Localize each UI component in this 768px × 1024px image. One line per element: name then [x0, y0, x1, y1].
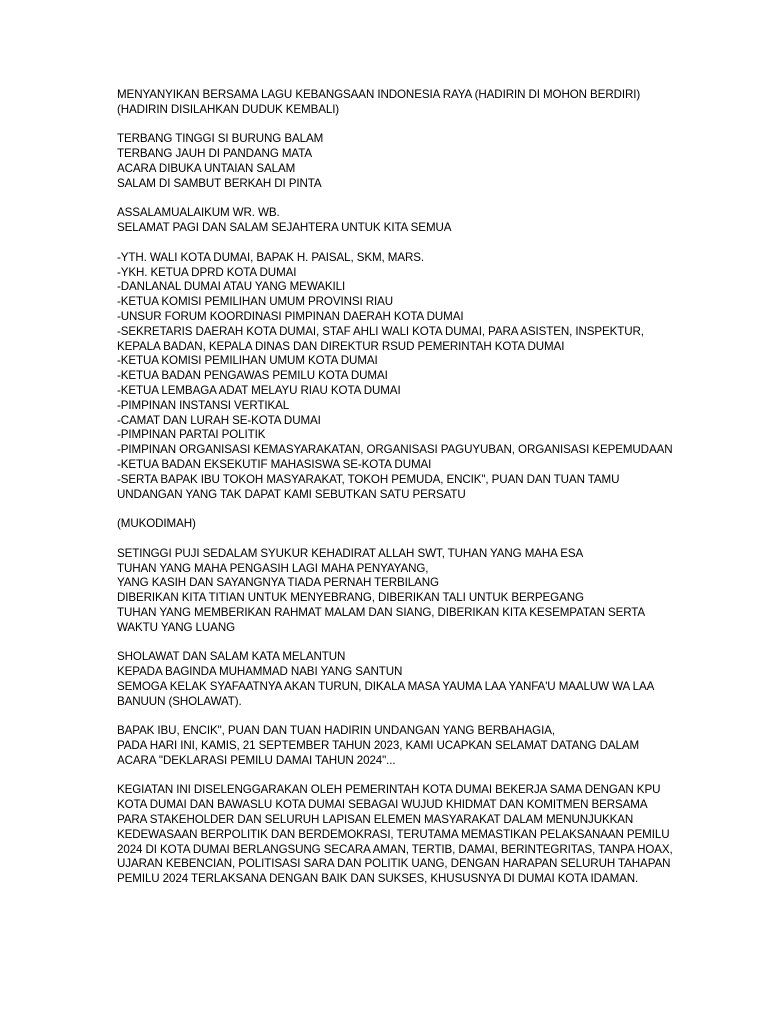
text-line: -SEKRETARIS DAERAH KOTA DUMAI, STAF AHLI WALI KOTA DUMAI, PARA ASISTEN, INSPEKTUR, — [117, 324, 644, 338]
text-line: -DANLANAL DUMAI ATAU YANG MEWAKILI — [117, 280, 346, 294]
text-line: PEMILU 2024 TERLAKSANA DENGAN BAIK DAN SUKSES, KHUSUSNYA DI DUMAI KOTA IDAMAN. — [117, 872, 639, 886]
text-line: KEDEWASAAN BERPOLITIK DAN BERDEMOKRASI, TERUTAMA MEMASTIKAN PELAKSANAAN PEMILU — [117, 827, 670, 841]
text-line: 2024 DI KOTA DUMAI BERLANGSUNG SECARA AMAN, TERTIB, DAMAI, BERINTEGRITAS, TANPA HOAX, — [117, 842, 673, 856]
text-line: UNDANGAN YANG TAK DAPAT KAMI SEBUTKAN SATU PERSATU — [117, 487, 466, 501]
text-line: SELAMAT PAGI DAN SALAM SEJAHTERA UNTUK KITA SEMUA — [117, 221, 452, 235]
text-line: ACARA "DEKLARASI PEMILU DAMAI TAHUN 2024"... — [117, 753, 396, 767]
paragraph-gap — [117, 118, 757, 133]
text-line: KEPADA BAGINDA MUHAMMAD NABI YANG SANTUN — [117, 665, 403, 679]
text-line: MENYANYIKAN BERSAMA LAGU KEBANGSAAN INDONESIA RAYA (HADIRIN DI MOHON BERDIRI) — [117, 88, 641, 101]
text-line: -CAMAT DAN LURAH SE-KOTA DUMAI — [117, 413, 321, 427]
text-line: -PIMPINAN INSTANSI VERTIKAL — [117, 398, 290, 412]
text-line: -KETUA KOMISI PEMILIHAN UMUM PROVINSI RIAU — [117, 295, 394, 309]
text-line: -YTH. WALI KOTA DUMAI, BAPAK H. PAISAL, SKM, MARS. — [117, 250, 425, 264]
paragraph-gap — [117, 236, 757, 251]
text-line: BAPAK IBU, ENCIK", PUAN DAN TUAN HADIRIN UNDANGAN YANG BERBAHAGIA, — [117, 724, 555, 738]
paragraph-gap — [117, 635, 757, 650]
text-line: SETINGGI PUJI SEDALAM SYUKUR KEHADIRAT ALLAH SWT, TUHAN YANG MAHA ESA — [117, 546, 584, 560]
text-line: -UNSUR FORUM KOORDINASI PIMPINAN DAERAH KOTA DUMAI — [117, 309, 464, 323]
text-line: UJARAN KEBENCIAN, POLITISASI SARA DAN POLITIK UANG, DENGAN HARAPAN SELURUH TAHAPAN — [117, 857, 671, 871]
paragraph-gap — [117, 769, 757, 784]
text-line: -PIMPINAN PARTAI POLITIK — [117, 428, 266, 442]
text-line: SEMOGA KELAK SYAFAATNYA AKAN TURUN, DIKALA MASA YAUMA LAA YANFA'U MAALUW WA LAA — [117, 679, 655, 693]
text-line: BANUUN (SHOLAWAT). — [117, 694, 242, 708]
text-line: -SERTA BAPAK IBU TOKOH MASYARAKAT, TOKOH PEMUDA, ENCIK", PUAN DAN TUAN TAMU — [117, 472, 620, 486]
text-line: TERBANG TINGGI SI BURUNG BALAM — [117, 132, 324, 146]
paragraph-gap — [117, 709, 757, 724]
text-line: -PIMPINAN ORGANISASI KEMASYARAKATAN, ORGANISASI PAGUYUBAN, ORGANISASI KEPEMUDAAN — [117, 443, 673, 457]
text-line: (HADIRIN DISILAHKAN DUDUK KEMBALI) — [117, 102, 340, 116]
text-line: PARA STAKEHOLDER DAN SELURUH LAPISAN ELEMEN MASYARAKAT DALAM MENUNJUKKAN — [117, 813, 634, 827]
text-line: -KETUA LEMBAGA ADAT MELAYU RIAU KOTA DUMAI — [117, 383, 401, 397]
text-line: KOTA DUMAI DAN BAWASLU KOTA DUMAI SEBAGAI WUJUD KHIDMAT DAN KOMITMEN BERSAMA — [117, 798, 648, 812]
text-line: -KETUA BADAN PENGAWAS PEMILU KOTA DUMAI — [117, 369, 388, 383]
text-line: PADA HARI INI, KAMIS, 21 SEPTEMBER TAHUN 2023, KAMI UCAPKAN SELAMAT DATANG DALAM — [117, 739, 640, 753]
text-line: SHOLAWAT DAN SALAM KATA MELANTUN — [117, 650, 346, 664]
paragraph-gap — [117, 532, 757, 547]
text-line: -KETUA BADAN EKSEKUTIF MAHASISWA SE-KOTA DUMAI — [117, 457, 432, 471]
text-line: WAKTU YANG LUANG — [117, 620, 236, 634]
text-line: TUHAN YANG MAHA PENGASIH LAGI MAHA PENYAYANG, — [117, 561, 429, 575]
paragraph-gap — [117, 192, 757, 207]
text-line: YANG KASIH DAN SAYANGNYA TIADA PERNAH TERBILANG — [117, 576, 439, 590]
paragraph-gap — [117, 502, 757, 517]
text-line: ACARA DIBUKA UNTAIAN SALAM — [117, 161, 296, 175]
text-line: -KETUA KOMISI PEMILIHAN UMUM KOTA DUMAI — [117, 354, 378, 368]
text-line: KEPALA BADAN, KEPALA DINAS DAN DIREKTUR RSUD PEMERINTAH KOTA DUMAI — [117, 339, 565, 353]
text-line: TUHAN YANG MEMBERIKAN RAHMAT MALAM DAN SIANG, DIBERIKAN KITA KESEMPATAN SERTA — [117, 605, 646, 619]
text-line: TERBANG JAUH DI PANDANG MATA — [117, 147, 312, 161]
text-line: DIBERIKAN KITA TITIAN UNTUK MENYEBRANG, DIBERIKAN TALI UNTUK BERPEGANG — [117, 591, 584, 605]
text-line: ASSALAMUALAIKUM WR. WB. — [117, 206, 280, 220]
text-line: (MUKODIMAH) — [117, 517, 196, 531]
text-line: SALAM DI SAMBUT BERKAH DI PINTA — [117, 176, 322, 190]
text-line: -YKH. KETUA DPRD KOTA DUMAI — [117, 265, 297, 279]
text-line: KEGIATAN INI DISELENGGARAKAN OLEH PEMERINTAH KOTA DUMAI BEKERJA SAMA DENGAN KPU — [117, 783, 661, 797]
document-body — [117, 88, 757, 887]
